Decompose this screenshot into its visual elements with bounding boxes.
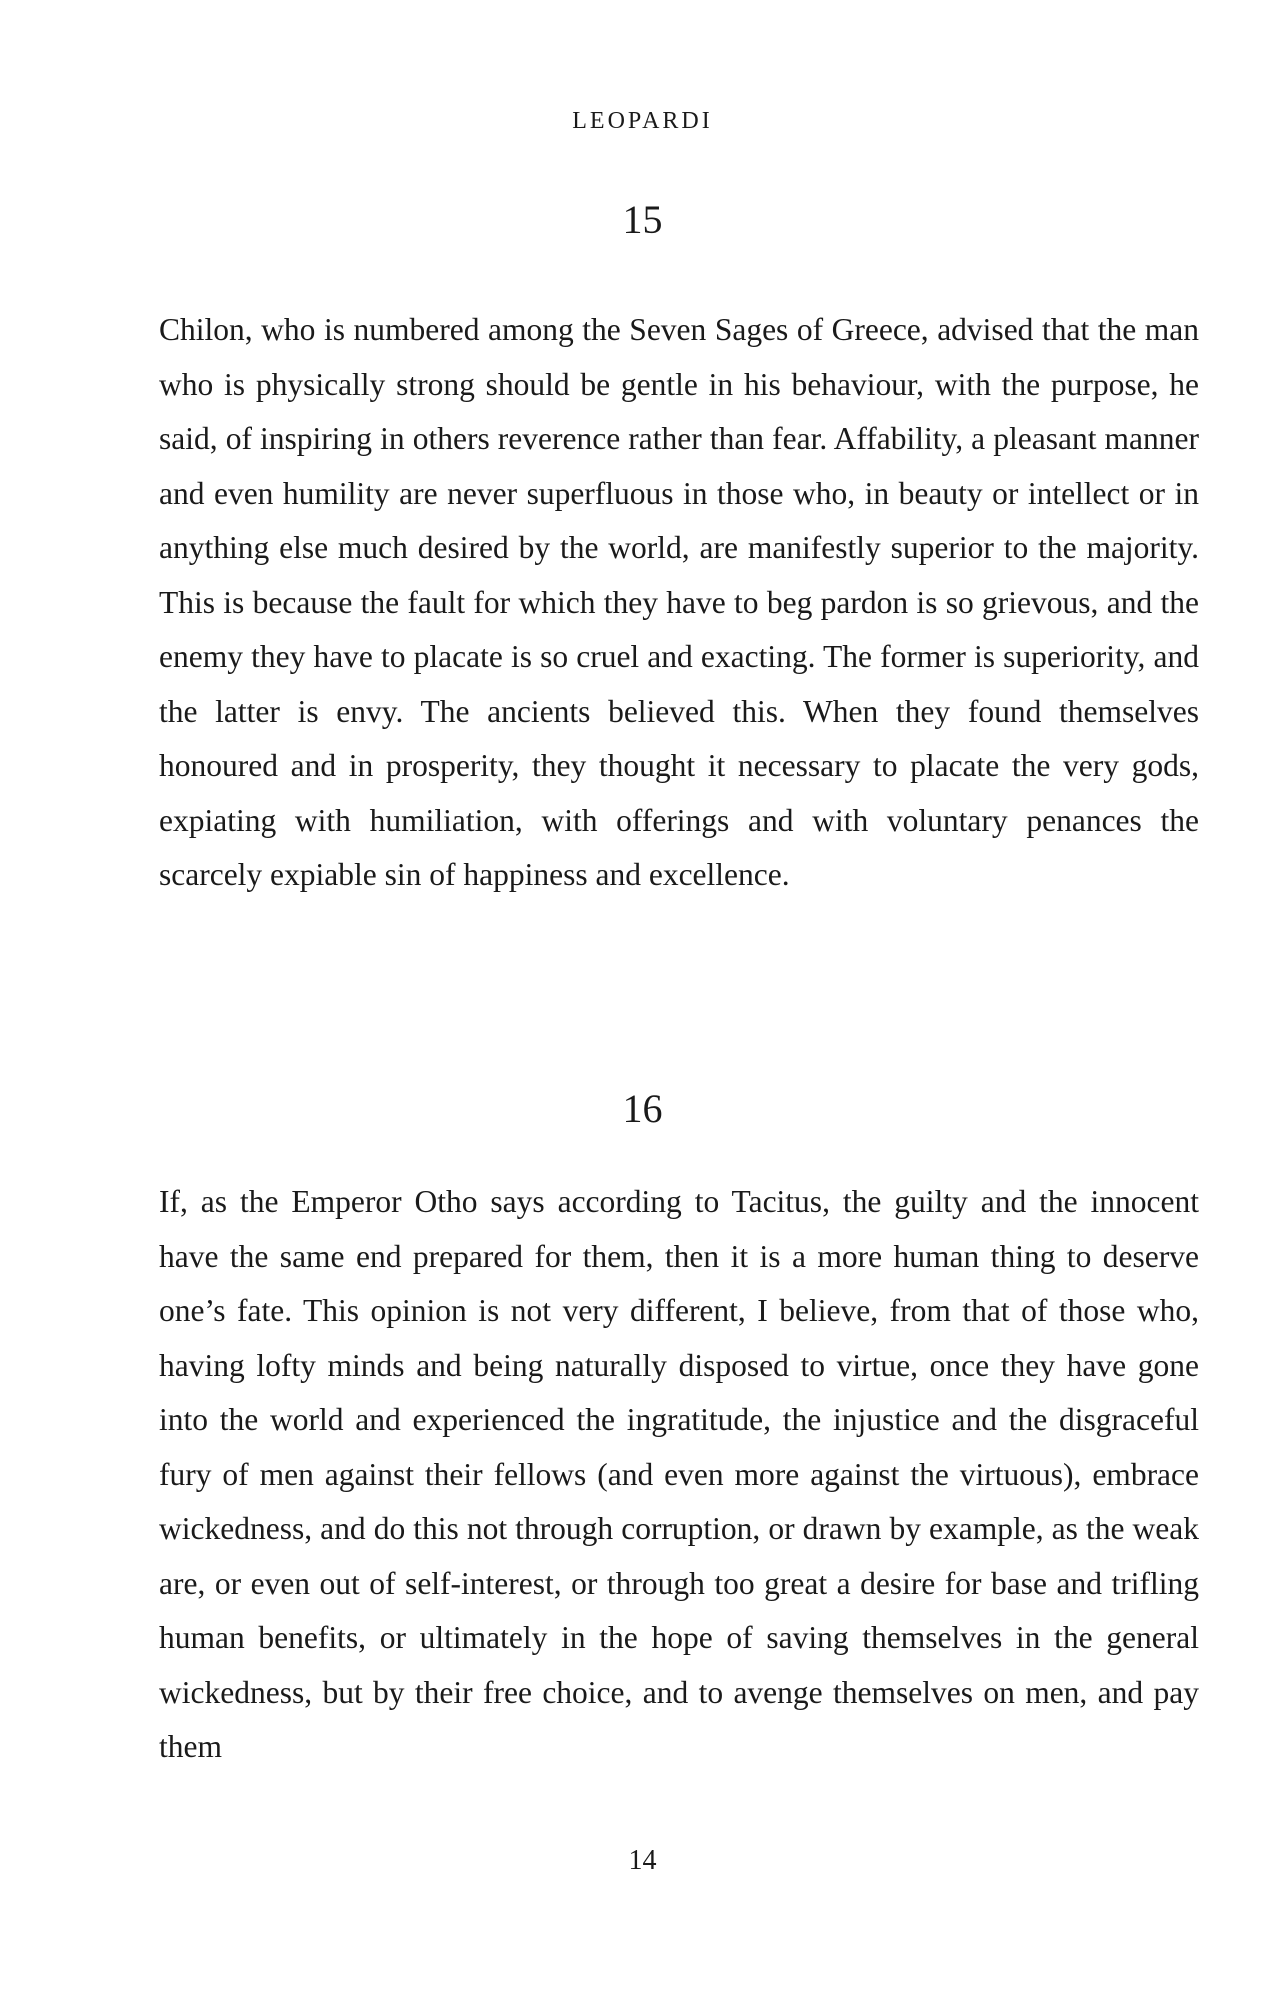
page-number: 14 (628, 1845, 657, 1876)
section-number-16: 16 (622, 1086, 663, 1131)
section-16-paragraph: If, as the Emperor Otho says according to Tacitus, the guilty and the innocent have the same end prepared for them, then it is a more human thing to deserve one’s fate. This opinion is not very different, I believe, from that of those who, having lofty minds and being naturally disposed to virtue, once they have gone into the world and experienced the ingratitude, the injustice and the disgraceful fury of men against their fellows (and even more against the virtuous), embrace wickedness, and do this not through corruption, or drawn by example, as the weak are, or even out of self-interest, or through too great a desire for base and trifling human benefits, or ultimately in the hope of saving themselves in the general wickedness, but by their free choice, and to avenge themselves on men, and pay them (159, 1184, 1199, 1764)
running-head: LEOPARDI (572, 108, 713, 134)
section-number-15: 15 (622, 197, 663, 242)
section-15-paragraph: Chilon, who is numbered among the Seven Sages of Greece, advised that the man who is physically strong should be gentle in his behaviour, with the purpose, he said, of inspiring in others reverence rather than fear. Affability, a pleasant manner and even humility are never superfluous in those who, in beauty or intellect or in anything else much desired by the world, are manifestly superior to the majority. This is because the fault for which they have to beg pardon is so grievous, and the enemy they have to placate is so cruel and exacting. The former is superiority, and the latter is envy. The ancients believed this. When they found themselves honoured and in prosperity, they thought it necessary to placate the very gods, expiating with humiliation, with offerings and with voluntary penances the scarcely expiable sin of happiness and excellence. (159, 312, 1199, 892)
